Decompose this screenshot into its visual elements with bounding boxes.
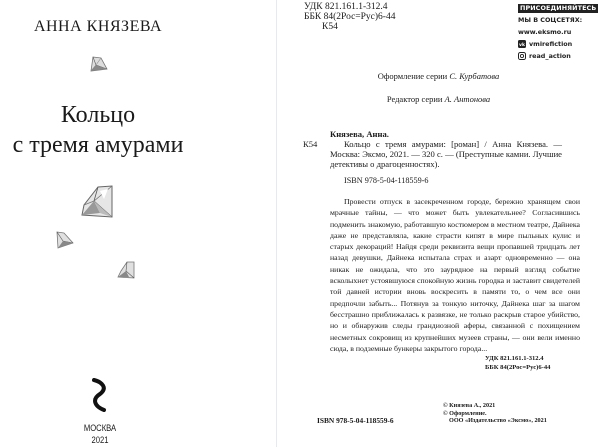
right-page-imprint [277,0,600,447]
instagram-link[interactable] [518,50,598,62]
join-badge: ПРИСОЕДИНЯЙТЕСЬ [520,4,597,12]
udk-code: УДК 821.161.1-312.4 [304,2,388,12]
website-link[interactable]: www.eksmo.ru [518,28,572,36]
diamond-icon [80,185,114,219]
author-heading: Князева, Анна. [330,129,389,139]
editor-name: А. Антонова [444,94,491,104]
social-subtitle: МЫ В СОЦСЕТЯХ: [518,16,583,24]
classification-bottom [485,354,550,372]
publisher-city [80,422,121,446]
copyright-author: © Князева А., 2021 [443,402,496,409]
title-line-1: Кольцо [60,102,136,128]
design-name: С. Курбатова [449,71,500,81]
diamond-icon [56,231,74,249]
copyright-block [443,402,547,425]
editor-credit [277,94,600,105]
book-author: АННА КНЯЗЕВА [33,18,163,35]
diamond-icon [90,56,108,72]
book-annotation: Провести отпуск в засекреченном городе, бережно хранящем свои мрачные тайны, — что может быть увлекательнее? Согласившись подменить знакомую, работавшую костюмером в местном театре, Дайнека даже не представляла, какие страсти кипят в мире пыльных кулис и старых декораций! Найдя среди реквизита вещи пропавшей тридцать лет назад девушки, Дайнека испытала страх и азарт одновременно — она никак не ожидала, что это заурядное на первый взгляд событие всколыхнет устоявшуюся спокойную жизнь городка и заставит свидетелей той давней истории вновь воскресить в памяти то, о чем все они предпочли забыть... Потянув за тонкую ниточку, Дайнека шаг за шагом бесстрашно приближалась к развязке, не только раскрыв старое убийство, но и обнаружив следы грандиозной аферы, связанной с похищением несметных сокровищ из крупнейших музеев страны, — они вели именно сюда, в подземные бункеры закрытого города... [330,197,580,353]
series-credits [277,71,600,117]
copyright-design: © Оформление. [443,409,487,417]
instagram-handle: read_action [529,52,571,60]
design-label: Оформление серии [377,71,448,81]
vk-link[interactable] [518,38,598,50]
book-title [0,100,196,160]
isbn-bottom: ISBN 978-5-04-118559-6 [317,416,394,425]
diamond-icon [117,261,135,279]
author-mark: К54 [322,22,338,32]
publication-year: 2021 [91,435,109,445]
svg-text:vk: vk [519,43,525,48]
eksmo-logo-icon [86,378,112,412]
vk-handle: vmirefiction [529,40,573,48]
bibliographic-record [330,129,562,169]
bibliographic-author-mark: К54 [303,139,318,149]
udk-code-bottom: УДК 821.161.1-312.4 [485,355,544,362]
social-block [518,2,598,62]
left-page-half-title [0,0,276,447]
copyright-publisher: ООО «Издательство «Эксмо», 2021 [449,417,547,425]
isbn: ISBN 978-5-04-118559-6 [344,176,429,185]
instagram-icon [518,52,526,60]
title-line-2: с тремя амурами [12,132,184,158]
bibliographic-description: Кольцо с тремя амурами: [роман] / Анна Князева. — Москва: Эксмо, 2021. — 320 с. — (Преступные камни. Лучшие детективы о драгоценностях). [330,139,562,169]
vk-icon [518,40,526,48]
classification-top [304,2,395,32]
bbk-code-bottom: ББК 84(2Рос=Рус)6-44 [485,364,551,371]
bbk-code: ББК 84(2Рос=Рус)6-44 [304,12,396,22]
design-credit [277,71,600,82]
editor-label: Редактор серии [386,94,443,104]
city-name: МОСКВА [83,423,117,433]
